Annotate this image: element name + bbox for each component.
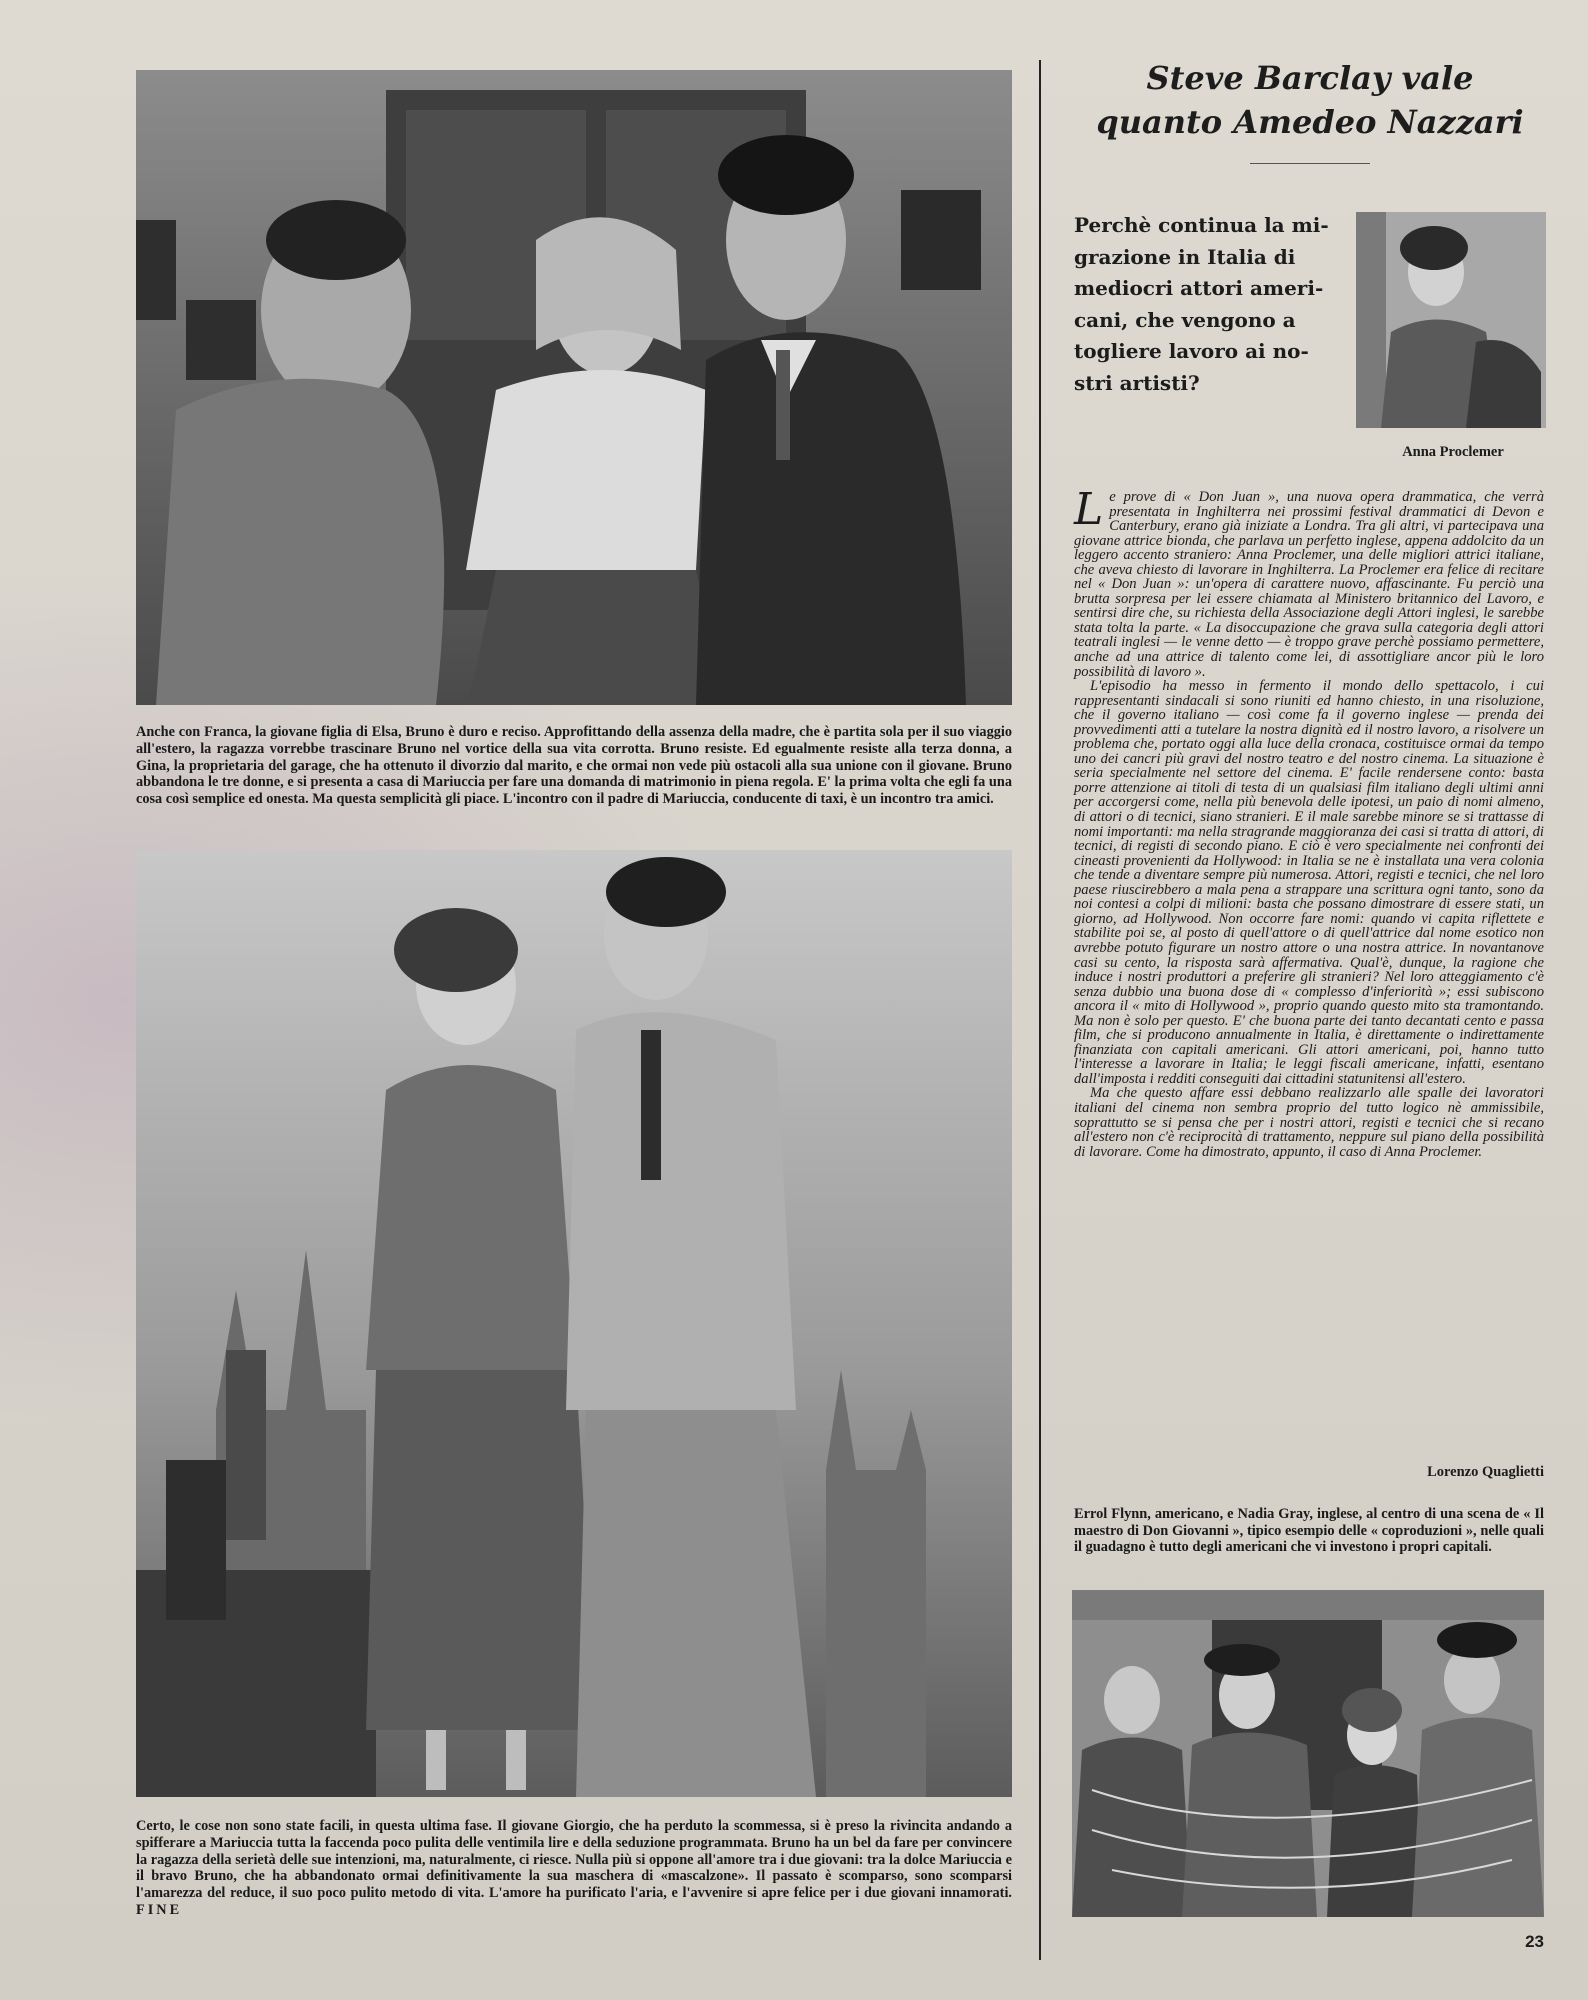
article-paragraph-1-text: e prove di « Don Juan », una nuova opera drammatica, che verrà presentata in Inghilterra nei prossimi festival drammatici di Devon e Canterbury, erano già iniziate a Londra. Tra gli altri, vi partecipava una giovane attrice bionda, che parlava un perfetto inglese, appena addolcito da un leggero accento straniero: Anna Proclemer, una delle migliori attrici italiane, che aveva chiesto di lavorare in Inghilterra. La Proclemer era felice di recitare nel « Don Juan »: un'opera di carattere nuovo, affascinante. Fu perciò una brutta sorpresa per lei essere chiamata al Ministero britannico del Lavoro, e sentirsi dire che, su richiesta della Associazione degli Attori inglesi, le sarebbe stata tolta la parte. « La disoccupazione che grava sulla categoria degli attori teatrali inglesi — le venne detto — è troppo grave perchè possiamo permettere, anche ad una attrice di talento come lei, di assottigliare ancor più le loro possibilità di lavoro ». bbox=[1074, 489, 1544, 680]
photo-portrait-anna-proclemer bbox=[1356, 212, 1546, 428]
lead-line: cani, che vengono a bbox=[1074, 307, 1296, 332]
caption-bottom-fine: FINE bbox=[136, 1901, 183, 1918]
lead-line: mediocri attori ameri- bbox=[1074, 276, 1324, 300]
article-paragraph-3: Ma che questo affare essi debbano realizzarlo alle spalle dei lavoratori italiani del cinema non sembra proprio del tutto logico nè ammissibile, soprattutto se si pensa che per i nostri attori, registi e tecnici che si recano all'estero non c'è reciprocità di trattamento, neppure sul piano della possibilità di lavorare. Come ha dimostrato, appunto, il caso di Anna Proclemer. bbox=[1074, 1085, 1544, 1160]
portrait-caption: Anna Proclemer bbox=[1402, 444, 1504, 460]
headline-line-1: Steve Barclay vale bbox=[1146, 59, 1474, 97]
headline-underline-rule bbox=[1250, 163, 1370, 164]
column-divider-rule bbox=[1039, 60, 1041, 1960]
photo-top-illustration bbox=[136, 70, 1012, 705]
lead-line: grazione in Italia di bbox=[1074, 244, 1296, 269]
caption-right-photo bbox=[1074, 1506, 1544, 1556]
caption-top-photo bbox=[136, 724, 1012, 808]
dropcap: L bbox=[1074, 484, 1104, 535]
page-number: 23 bbox=[1525, 1932, 1544, 1951]
caption-right-text: Errol Flynn, americano, e Nadia Gray, inglese, al centro di una scena de « Il maestro di Don Giovanni », tipico esempio delle « coproduzioni », nelle quali il guadagno è tutto degli americani che vi investono i propri capitali. bbox=[1074, 1506, 1544, 1555]
article-lead bbox=[1074, 210, 1344, 399]
caption-bottom-photo bbox=[136, 1818, 1012, 1919]
portrait-illustration bbox=[1356, 212, 1546, 428]
article-paragraph-2: L'episodio ha messo in fermento il mondo dello spettacolo, i cui rappresentanti sindacali si sono riuniti ed hanno chiesto, in una risoluzione, che il governo italiano — così come fa il governo inglese — prenda dei provvedimenti atti a tutelare la nostra dignità ed il nostro lavoro, a risolvere un problema che, portato oggi alla luce della cronaca, costituisce ormai da tempo uno dei cancri più gravi del nostro teatro e del nostro cinema. La situazione è seria specialmente nel settore del cinema. E' facile rendersene conto: basta porre attenzione ai titoli di testa di un qualsiasi film italiano degli ultimi anni per accorgersi come, nella più benevola delle ipotesi, un paio di nomi almeno, di attori o di tecnici, siano stranieri. E il male sarebbe minore se si trattasse di nomi importanti: ma nella stragrande maggioranza dei casi si tratta di attori, di tecnici, di registi di secondo piano. E ciò è vero specialmente nei confronti dei cineasti provenienti da Hollywood: in Italia se ne è installata una vera colonia che tende a diventare sempre più numerosa. Attori, registi e tecnici, che nel loro paese riuscirebbero a mala pena a strappare una scrittura ogni tanto, sono da noi contesi a colpi di milioni: basta che possano dimostrare di essere stati, un giorno, ad Hollywood. Non occorre fare nomi: quando vi capita riflettete e stabilite poi se, al posto di quell'attore o di quell'attrice dal nome esotico non avrebbe potuto figurare un nostro attore o una nostra attrice. In novantanove casi su cento, la risposta sarà affermativa. Qual'è, dunque, la ragione che induce i nostri produttori a preferire gli stranieri? Nel loro atteggiamento c'è senza dubbio una buona dose di « complesso d'inferiorità »; essi subiscono ancora il « mito di Hollywood », proprio quando questo mito sta tramontando. Ma non è solo per questo. E' che buona parte dei tanto decantati cento e passa film, che si producono annualmente in Italia, è direttamente o indirettamente finanziata con capitali americani. Gli attori americani, poi, hanno tutto l'interesse a lavorare in Italia; le leggi fiscali americane, infatti, esentano dall'imposta i redditi conseguiti dai cittadini statunitensi all'estero. bbox=[1074, 678, 1544, 1087]
headline-line-2: quanto Amedeo Nazzari bbox=[1096, 103, 1524, 141]
photo-couple-cathedral bbox=[136, 850, 1012, 1797]
lead-line: togliere lavoro ai no- bbox=[1074, 339, 1309, 363]
article-headline bbox=[1060, 56, 1560, 144]
caption-top-text: Anche con Franca, la giovane figlia di Elsa, Bruno è duro e reciso. Approfittando della assenza della madre, che è partita sola per il suo viaggio all'estero, la ragazza vorrebbe trascinare Bruno nel vortice della sua vita corrotta. Bruno resiste. Ed egualmente resiste alla terza donna, a Gina, la proprietaria del garage, che ha ottenuto il divorzio dal marito, e che ormai non vede più ostacoli alla sua unione con il giovane. Bruno abbandona le tre donne, e si presenta a casa di Mariuccia per fare una domanda di matrimonio in piena regola. E' la prima volta che egli fa una cosa così semplice ed onesta. Ma questa semplicità gli piace. L'incontro con il padre di Mariuccia, conducente di taxi, è un incontro tra amici. bbox=[136, 724, 1012, 808]
photo-middle-illustration bbox=[136, 850, 1012, 1797]
photo-film-still-top bbox=[136, 70, 1012, 705]
photo-right-illustration bbox=[1072, 1590, 1544, 1917]
article-body bbox=[1074, 484, 1544, 1160]
article-author: Lorenzo Quaglietti bbox=[1427, 1464, 1544, 1480]
article-paragraph-1 bbox=[1074, 484, 1544, 680]
lead-line: stri artisti? bbox=[1074, 370, 1200, 395]
lead-line: Perchè continua la mi- bbox=[1074, 213, 1329, 237]
photo-don-giovanni-scene bbox=[1072, 1590, 1544, 1917]
caption-bottom-text: Certo, le cose non sono state facili, in questa ultima fase. Il giovane Giorgio, che ha perduto la scommessa, si è preso la rivincita andando a spifferare a Mariuccia tutta la faccenda poco pulita delle ventimila lire e della seduzione programmata. Bruno ha un bel da fare per convincere la ragazza della serietà delle sue intenzioni, ma, naturalmente, ci riesce. Nulla più si oppone all'amore tra i due giovani: tra la dolce Mariuccia e il bravo Bruno, che ha abbandonato ormai definitivamente la sua maschera di «mascalzone». Il passato è scomparso, sono scomparsi l'amarezza del reduce, il suo poco pulito metodo di vita. L'amore ha purificato l'aria, e l'avvenire si apre felice per i due giovani innamorati. bbox=[136, 1818, 1012, 1902]
